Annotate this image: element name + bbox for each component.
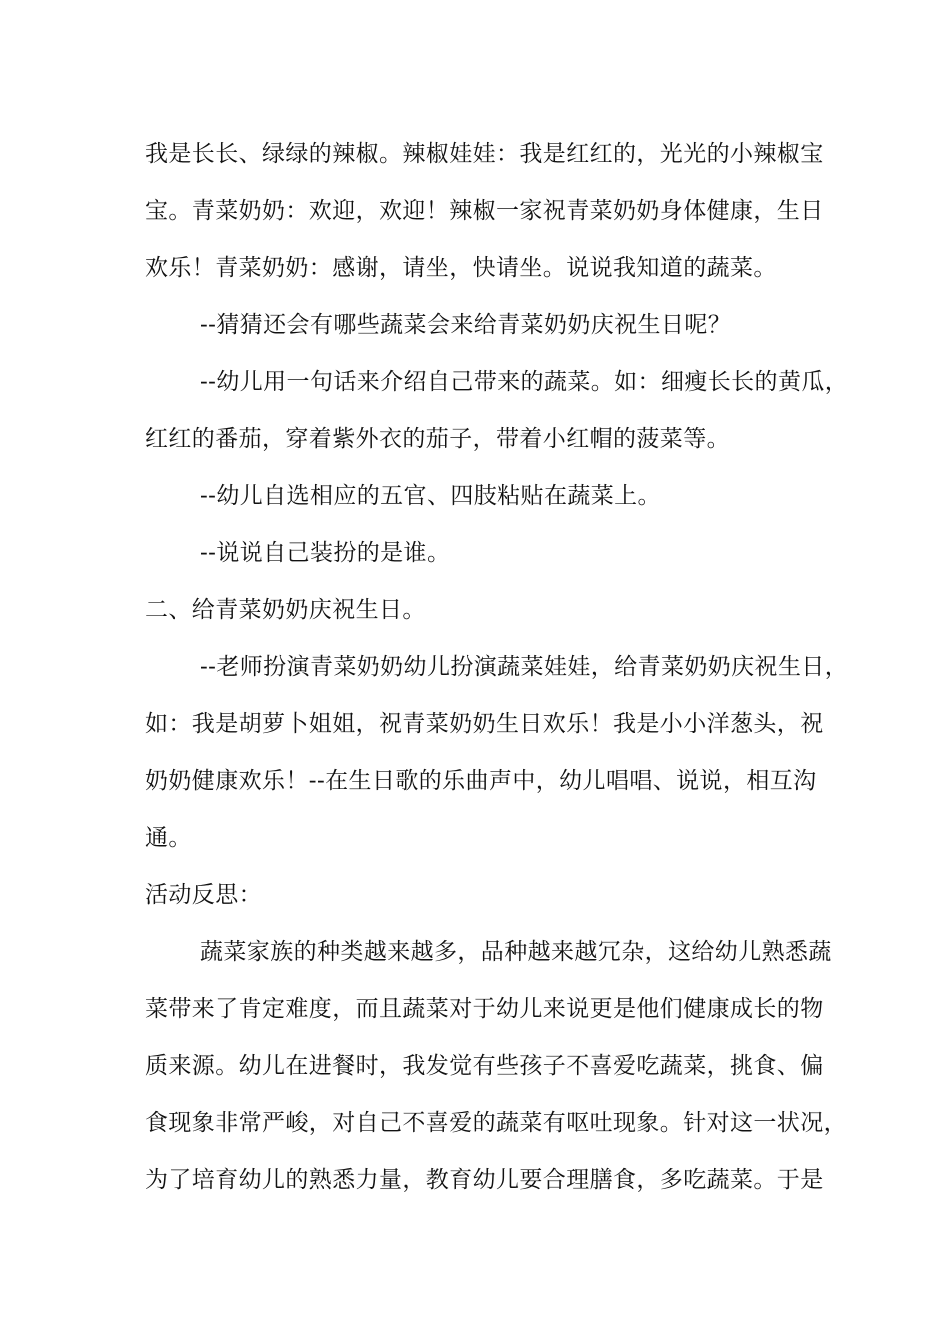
text-line: --老师扮演青菜奶奶幼儿扮演蔬菜娃娃，给青菜奶奶庆祝生日， [200, 654, 849, 680]
section-heading: 活动反思： [145, 882, 262, 908]
text-line: 蔬菜家族的种类越来越多，品种越来越冗杂，这给幼儿熟悉蔬 [200, 939, 832, 965]
text-line: 欢乐！青菜奶奶：感谢，请坐，快请坐。说说我知道的蔬菜。 [145, 255, 777, 281]
text-line: --猜猜还会有哪些蔬菜会来给青菜奶奶庆祝生日呢？ [200, 312, 732, 338]
text-line: 通。 [145, 825, 192, 851]
text-line: --幼儿用一句话来介绍自己带来的蔬菜。如：细瘦长长的黄瓜， [200, 369, 849, 395]
text-line: 如：我是胡萝卜姐姐，祝青菜奶奶生日欢乐！我是小小洋葱头，祝 [145, 711, 824, 737]
text-line: 奶奶健康欢乐！--在生日歌的乐曲声中，幼儿唱唱、说说，相互沟 [145, 768, 817, 794]
text-line: 菜带来了肯定难度，而且蔬菜对于幼儿来说更是他们健康成长的物 [145, 996, 824, 1022]
text-line: --幼儿自选相应的五官、四肢粘贴在蔬菜上。 [200, 483, 661, 509]
text-line: 宝。青菜奶奶：欢迎，欢迎！辣椒一家祝青菜奶奶身体健康，生日 [145, 198, 824, 224]
section-heading: 二、给青菜奶奶庆祝生日。 [145, 597, 426, 623]
text-line: 我是长长、绿绿的辣椒。辣椒娃娃：我是红红的，光光的小辣椒宝 [145, 141, 824, 167]
text-line: 食现象非常严峻，对自己不喜爱的蔬菜有呕吐现象。针对这一状况， [145, 1110, 847, 1136]
text-line: 质来源。幼儿在进餐时，我发觉有些孩子不喜爱吃蔬菜，挑食、偏 [145, 1053, 824, 1079]
text-line: --说说自己装扮的是谁。 [200, 540, 451, 566]
text-line: 为了培育幼儿的熟悉力量，教育幼儿要合理膳食，多吃蔬菜。于是 [145, 1167, 824, 1193]
text-line: 红红的番茄，穿着紫外衣的茄子，带着小红帽的菠菜等。 [145, 426, 730, 452]
